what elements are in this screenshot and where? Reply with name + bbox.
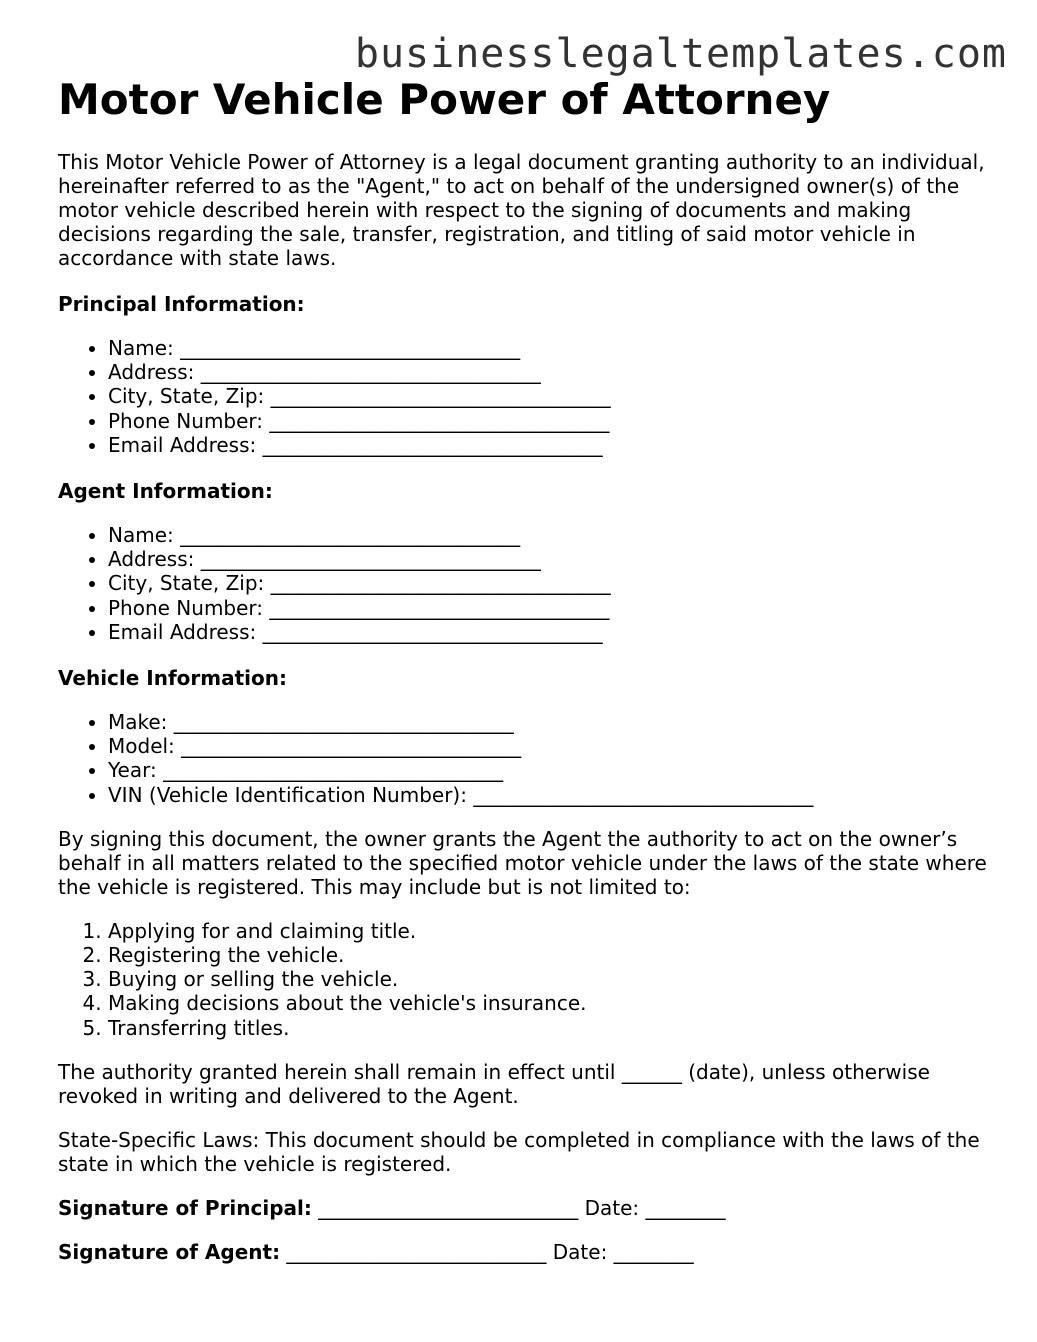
power-item: 1. Applying for and claiming title. — [108, 919, 998, 943]
principal-signature-blank[interactable]: __________________________ Date: ________ — [311, 1195, 726, 1220]
vehicle-model-field[interactable]: • Model: __________________________________ — [108, 734, 998, 758]
duration-paragraph: The authority granted herein shall remain in effect until ______ (date), unless otherwise revoked in writing and delivered to the Agent. — [58, 1059, 930, 1108]
vehicle-year-field[interactable]: • Year: __________________________________ — [108, 758, 998, 782]
powers-list — [58, 919, 998, 1040]
vehicle-heading: Vehicle Information: — [58, 666, 287, 691]
principal-city-state-zip-field[interactable]: • City, State, Zip: __________________________________ — [108, 384, 998, 408]
intro-paragraph: This Motor Vehicle Power of Attorney is a legal document granting authority to an individual, hereinafter referred to as the "Agent," to act on behalf of the undersigned owner(s) of the motor vehicle described herein with respect to the signing of documents and making decisions regarding the sale, transfer, registration, and titling of said motor vehicle in accordance with state laws. — [58, 150, 985, 270]
agent-fields-list — [58, 523, 998, 644]
principal-signature-line[interactable] — [58, 1196, 998, 1220]
document-title: Motor Vehicle Power of Attorney — [58, 75, 831, 124]
agent-heading: Agent Information: — [58, 479, 273, 504]
agent-signature-line[interactable] — [58, 1240, 998, 1264]
vehicle-make-field[interactable]: • Make: __________________________________ — [108, 710, 998, 734]
principal-phone-field[interactable]: • Phone Number: __________________________________ — [108, 409, 998, 433]
principal-heading: Principal Information: — [58, 292, 305, 316]
state-laws-paragraph: State-Specific Laws: This document should be completed in compliance with the laws of the state in which the vehicle is registered. — [58, 1127, 980, 1176]
document-body — [58, 72, 998, 1264]
power-item: 5. Transferring titles. — [108, 1016, 998, 1040]
watermark-text: businesslegaltemplates.com — [354, 31, 1007, 77]
power-item: 3. Buying or selling the vehicle. — [108, 967, 998, 991]
principal-fields-list — [58, 336, 998, 457]
principal-signature-label: Signature of Principal: — [58, 1195, 312, 1220]
agent-email-field[interactable]: • Email Address: __________________________________ — [108, 620, 998, 644]
agent-city-state-zip-field[interactable]: • City, State, Zip: __________________________________ — [108, 571, 998, 595]
agent-phone-field[interactable]: • Phone Number: __________________________________ — [108, 596, 998, 620]
agent-signature-blank[interactable]: __________________________ Date: ________ — [280, 1239, 694, 1264]
principal-email-field[interactable]: • Email Address: __________________________________ — [108, 433, 998, 457]
principal-address-field[interactable]: • Address: __________________________________ — [108, 360, 998, 384]
power-item: 2. Registering the vehicle. — [108, 943, 998, 967]
power-item: 4. Making decisions about the vehicle's insurance. — [108, 991, 998, 1015]
agent-address-field[interactable]: • Address: __________________________________ — [108, 547, 998, 571]
agent-signature-label: Signature of Agent: — [58, 1239, 281, 1264]
principal-name-field[interactable]: • Name: __________________________________ — [108, 336, 998, 360]
authority-paragraph: By signing this document, the owner grants the Agent the authority to act on the owner’s behalf in all matters related to the specified motor vehicle under the laws of the state where the vehicle is registered. This may include but is not limited to: — [58, 826, 987, 899]
agent-name-field[interactable]: • Name: __________________________________ — [108, 523, 998, 547]
vehicle-fields-list — [58, 710, 998, 807]
vehicle-vin-field[interactable]: • VIN (Vehicle Identification Number): __________________________________ — [108, 783, 998, 807]
